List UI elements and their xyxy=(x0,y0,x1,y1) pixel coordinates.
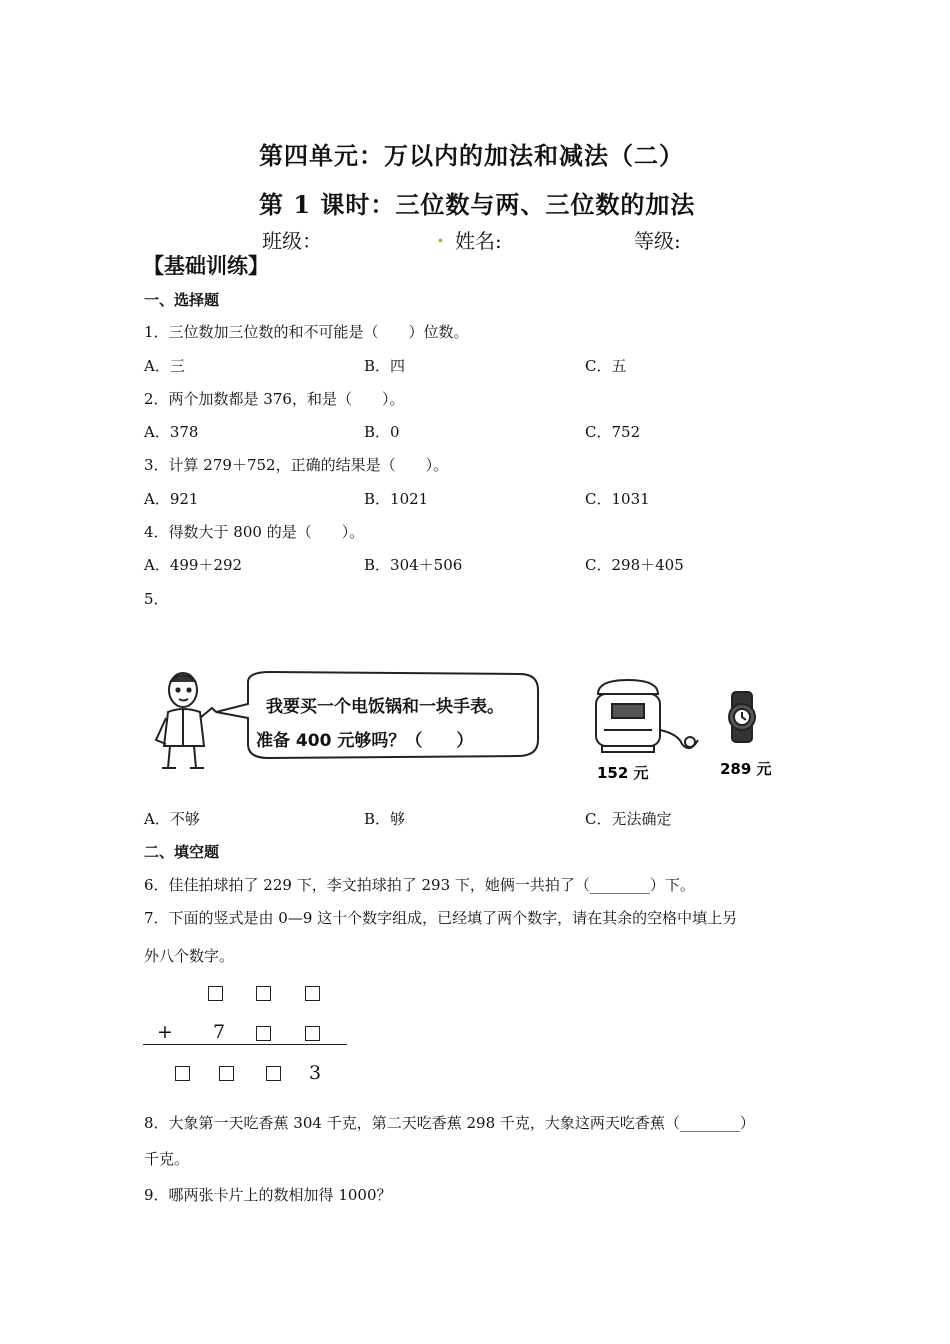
q5-option-b: B．够 xyxy=(364,810,406,828)
q5-option-c: C．无法确定 xyxy=(585,810,672,828)
sum-line xyxy=(143,1044,347,1045)
q1-option-b: B．四 xyxy=(364,357,406,375)
cooker-price: 152 元 xyxy=(597,764,649,782)
part1-heading: 一、选择题 xyxy=(144,291,220,309)
class-label: 班级： xyxy=(262,229,322,253)
answer-box[interactable] xyxy=(256,1026,271,1041)
question-8-line2: 千克。 xyxy=(144,1150,190,1168)
q5-option-a: A．不够 xyxy=(144,810,200,828)
speech-line-2: 准备 400 元够吗？（ ） xyxy=(256,731,474,751)
grade-label: 等级: xyxy=(634,229,681,253)
q4-option-b: B．304＋506 xyxy=(364,556,463,574)
watch-icon xyxy=(729,692,755,742)
question-6: 6．佳佳拍球拍了 229 下，李文拍球拍了 293 下，她俩一共拍了（________）下。 xyxy=(144,876,695,894)
question-9: 9．哪两张卡片上的数相加得 1000？ xyxy=(144,1186,392,1204)
answer-box[interactable] xyxy=(256,986,271,1001)
answer-box[interactable] xyxy=(266,1066,281,1081)
question-4: 4．得数大于 800 的是（ ）。 xyxy=(144,523,365,541)
question-7-line2: 外八个数字。 xyxy=(144,947,235,965)
given-digit-7: 7 xyxy=(213,1021,226,1043)
answer-box[interactable] xyxy=(305,986,320,1001)
separator-dot: . xyxy=(437,223,444,247)
speech-line-1: 我要买一个电饭锅和一块手表。 xyxy=(266,697,504,717)
q3-option-a: A．921 xyxy=(144,490,199,508)
question-1: 1．三位数加三位数的和不可能是（ ）位数。 xyxy=(144,323,469,341)
watch-price: 289 元 xyxy=(720,760,772,778)
answer-box[interactable] xyxy=(219,1066,234,1081)
plus-sign: + xyxy=(157,1021,173,1043)
part2-heading: 二、填空题 xyxy=(144,843,220,861)
answer-box[interactable] xyxy=(305,1026,320,1041)
q3-option-b: B．1021 xyxy=(364,490,429,508)
q5-illustration xyxy=(150,668,790,786)
q4-option-c: C．298＋405 xyxy=(585,556,684,574)
q2-option-c: C．752 xyxy=(585,423,641,441)
q1-option-a: A．三 xyxy=(144,357,185,375)
q3-option-c: C．1031 xyxy=(585,490,650,508)
answer-box[interactable] xyxy=(208,986,223,1001)
given-digit-3: 3 xyxy=(309,1062,322,1084)
question-8-line1: 8．大象第一天吃香蕉 304 千克，第二天吃香蕉 298 千克，大象这两天吃香蕉（________） xyxy=(144,1114,755,1132)
answer-box[interactable] xyxy=(175,1066,190,1081)
question-2: 2．两个加数都是 376，和是（ ）。 xyxy=(144,390,405,408)
q1-option-c: C．五 xyxy=(585,357,627,375)
section-basic-training: 【基础训练】 xyxy=(143,253,269,278)
page-title: 第四单元：万以内的加法和减法（二） xyxy=(259,141,684,170)
question-7-line1: 7．下面的竖式是由 0—9 这十个数字组成，已经填了两个数字，请在其余的空格中填上另 xyxy=(144,909,738,927)
rice-cooker-icon xyxy=(596,680,698,752)
teacher-figure xyxy=(156,673,216,768)
q2-option-b: B．0 xyxy=(364,423,400,441)
question-5: 5． xyxy=(144,590,169,608)
q4-option-a: A．499＋292 xyxy=(144,556,243,574)
lesson-subtitle: 第 1 课时：三位数与两、三位数的加法 xyxy=(259,190,696,219)
name-label: 姓名: xyxy=(455,229,502,253)
q2-option-a: A．378 xyxy=(144,423,199,441)
question-3: 3．计算 279＋752，正确的结果是（ ）。 xyxy=(144,456,449,474)
